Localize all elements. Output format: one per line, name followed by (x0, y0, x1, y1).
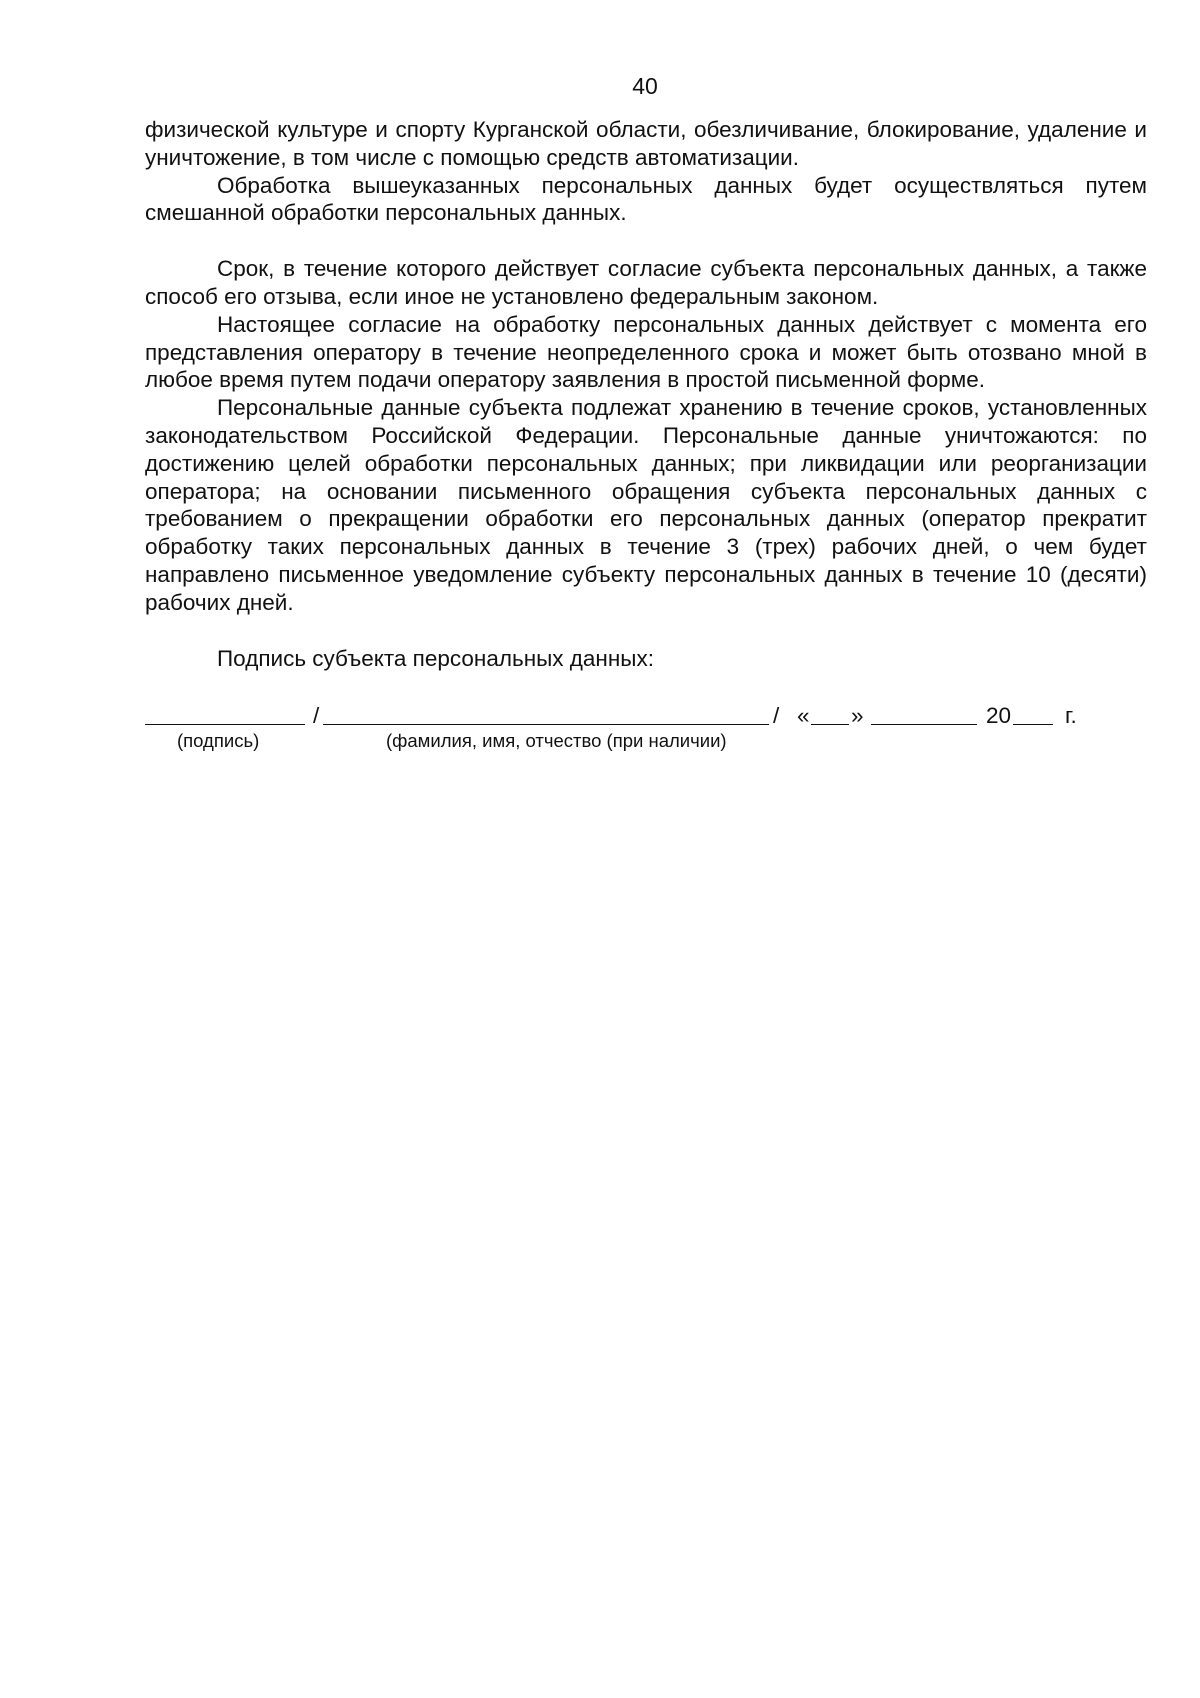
year-prefix: 20 (986, 703, 1012, 728)
slash-separator: / (313, 703, 320, 728)
paragraph-gap (145, 227, 1147, 255)
signature-blank[interactable] (145, 724, 305, 725)
signature-caption: Подпись субъекта персональных данных: (217, 645, 654, 671)
paragraph-storage-terms: Персональные данные субъекта подлежат хранению в течение сроков, установленных законодательством Российской Федерации. Персональные данные уничтожаются: по достижению целей обработки персональных данных; при ликвидации или реорганизации оператора; на основании письменного обращения субъекта персональных данных с требованием о прекращении обработки его персональных данных (оператор прекратит обработку таких персональных данных в течение 3 (трех) рабочих дней, о чем будет направлено письменное уведомление субъекту персональных данных в течение 10 (десяти) рабочих дней. (145, 395, 1147, 615)
paragraph-gap (145, 617, 1147, 645)
signature-label: (подпись) (177, 730, 260, 751)
full-name-label: (фамилия, имя, отчество (при наличии) (386, 730, 727, 751)
paragraph-mixed-processing: Обработка вышеуказанных персональных данных будет осуществляться путем смешанной обработки персональных данных. (145, 172, 1147, 226)
document-body (145, 116, 1147, 672)
paragraph-processing-actions: физической культуре и спорту Курганской области, обезличивание, блокирование, удаление и уничтожение, в том числе с помощью средств автоматизации. (145, 117, 1147, 170)
slash-separator: / (773, 703, 780, 728)
day-blank[interactable] (811, 724, 849, 725)
signature-row (145, 700, 1147, 730)
quote-close: » (851, 703, 864, 728)
quote-open: « (797, 703, 810, 728)
page-number: 40 (632, 73, 658, 99)
year-blank[interactable] (1013, 724, 1053, 725)
paragraph-consent-term: Срок, в течение которого действует согласие субъекта персональных данных, а также способ его отзыва, если иное не установлено федеральным законом. (145, 256, 1147, 309)
month-blank[interactable] (871, 724, 977, 725)
paragraph-consent-validity: Настоящее согласие на обработку персональных данных действует с момента его представления оператору в течение неопределенного срока и может быть отозвано мной в любое время путем подачи оператору заявления в простой письменной форме. (145, 311, 1147, 393)
full-name-blank[interactable] (323, 724, 769, 725)
year-suffix: г. (1065, 703, 1077, 728)
